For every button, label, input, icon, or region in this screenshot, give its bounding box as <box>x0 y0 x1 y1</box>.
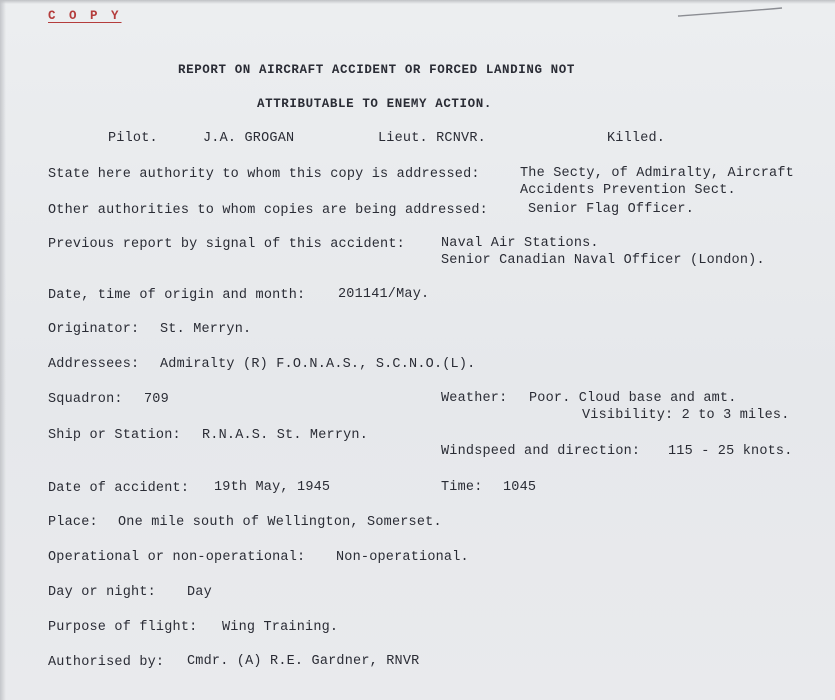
weather-label: Weather: <box>441 391 508 406</box>
pilot-name: J.A. GROGAN <box>203 131 295 146</box>
addressed-to-line2: Accidents Prevention Sect. <box>520 183 736 198</box>
addressed-to-line1: The Secty, of Admiralty, Aircraft <box>520 166 794 181</box>
copy-stamp: C O P Y <box>48 9 122 23</box>
date-accident-label: Date of accident: <box>48 481 190 496</box>
wind-label: Windspeed and direction: <box>441 444 641 459</box>
pilot-status: Killed. <box>607 131 666 146</box>
squadron-label: Squadron: <box>48 392 123 407</box>
operational-value: Non-operational. <box>336 550 469 565</box>
addressees-label: Addressees: <box>48 357 140 372</box>
authorised-label: Authorised by: <box>48 655 165 670</box>
other-authorities-label: Other authorities to whom copies are being addressed: <box>48 203 488 218</box>
originator-value: St. Merryn. <box>160 322 252 337</box>
operational-label: Operational or non-operational: <box>48 550 306 565</box>
wind-value: 115 - 25 knots. <box>668 444 793 459</box>
day-night-value: Day <box>187 585 212 600</box>
purpose-value: Wing Training. <box>222 620 339 635</box>
date-time-origin-label: Date, time of origin and month: <box>48 288 306 303</box>
place-label: Place: <box>48 515 98 530</box>
previous-report-line1: Naval Air Stations. <box>441 236 599 251</box>
ship-station-label: Ship or Station: <box>48 428 181 443</box>
squadron-value: 709 <box>144 392 169 407</box>
page-left-edge <box>0 0 6 700</box>
purpose-label: Purpose of flight: <box>48 620 198 635</box>
report-title-line2: ATTRIBUTABLE TO ENEMY ACTION. <box>257 97 492 111</box>
time-value: 1045 <box>503 480 537 495</box>
report-title-line1: REPORT ON AIRCRAFT ACCIDENT OR FORCED LANDING NOT <box>178 63 575 77</box>
addressees-value: Admiralty (R) F.O.N.A.S., S.C.N.O.(L). <box>160 357 476 372</box>
pilot-label: Pilot. <box>108 131 158 146</box>
date-time-origin-value: 201141/May. <box>338 287 430 302</box>
originator-label: Originator: <box>48 322 140 337</box>
pilot-rank: Lieut. RCNVR. <box>378 131 486 146</box>
day-night-label: Day or night: <box>48 585 156 600</box>
weather-line1: Poor. Cloud base and amt. <box>529 391 737 406</box>
place-value: One mile south of Wellington, Somerset. <box>118 515 442 530</box>
previous-report-label: Previous report by signal of this accident: <box>48 237 405 252</box>
other-authorities-value: Senior Flag Officer. <box>528 202 695 217</box>
date-accident-value: 19th May, 1945 <box>214 480 331 495</box>
time-label: Time: <box>441 480 483 495</box>
addressed-to-label: State here authority to whom this copy is addressed: <box>48 167 480 182</box>
previous-report-line2: Senior Canadian Naval Officer (London). <box>441 253 765 268</box>
weather-line2: Visibility: 2 to 3 miles. <box>582 408 790 423</box>
authorised-value: Cmdr. (A) R.E. Gardner, RNVR <box>187 654 420 669</box>
pen-mark <box>676 2 784 24</box>
ship-station-value: R.N.A.S. St. Merryn. <box>202 428 369 443</box>
